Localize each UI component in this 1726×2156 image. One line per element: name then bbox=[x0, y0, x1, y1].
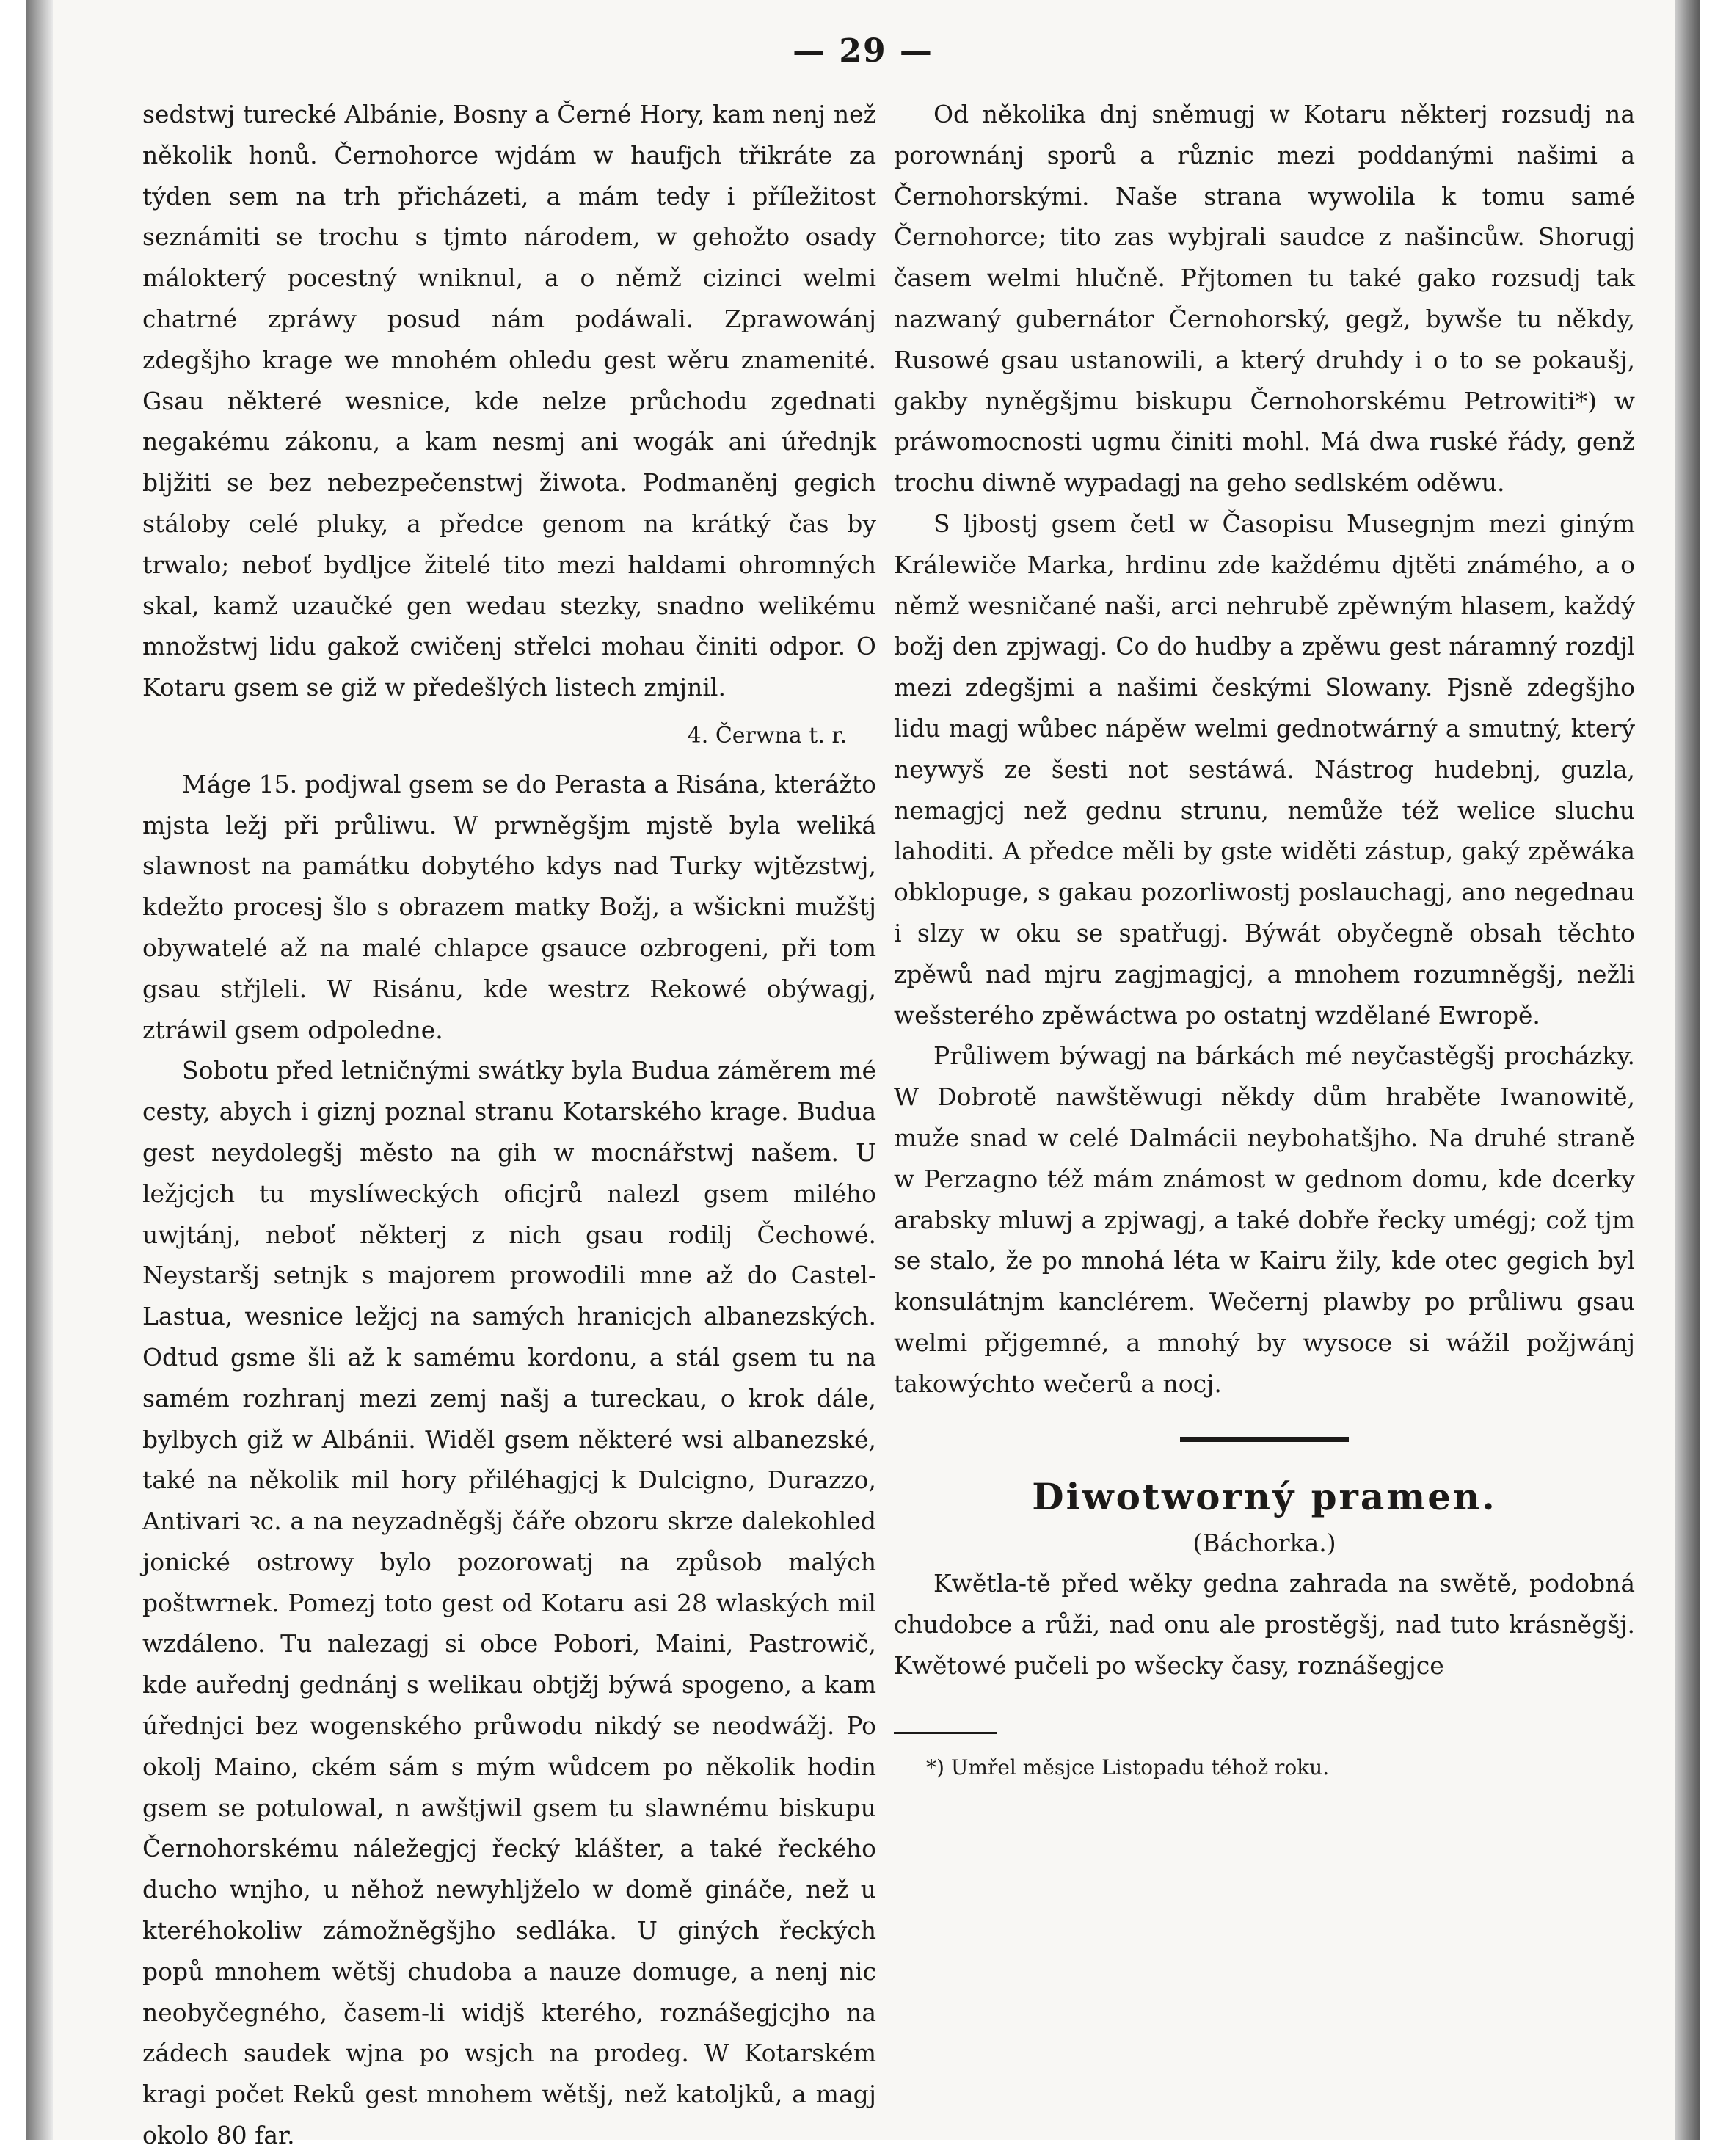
paragraph: Máge 15. podjwal gsem se do Perasta a Risána, kterážto mjsta ležj při průliwu. W prwněgšjm mjstě byla weliká slawnost na památku dobytého kdys nad Turky wjtězstwj, kdežto procesj šlo s obrazem matky Božj, a wšickni mužštj obywatelé až na malé chlapce gsauce ozbrogeni, při tom gsau střjleli. W Risánu, kde westrz Rekowé obýwagj, ztráwil gsem odpoledne. bbox=[142, 769, 876, 1044]
footnote: *) Umřel měsjce Listopadu téhož roku. bbox=[926, 1755, 1330, 1780]
newspaper-page bbox=[26, 0, 1700, 2150]
paragraph: S ljbostj gsem četl w Časopisu Musegnjm mezi giným Králewiče Marka, hrdinu zde každému djtěti známého, a o němž wesničané naši, arci nehrubě zpěwným hlasem, každý božj den zpjwagj. Co do hudby a zpěwu gest náramný rozdjl mezi zdegšjmi a našimi českými Slowany. Pjsně zdegšjho lidu magj wůbec nápěw welmi gednotwárný a smutný, který neywyš ze šesti not sestáwá. Nástrog hudebnj, guzla, nemagjcj než gednu strunu, nemůže též welice sluchu lahoditi. A předce měli by gste widěti zástup, gaký zpěwáka obklopuge, s gakau pozorliwostj poslauchagj, ano negednau i slzy w oku se spatřugj. Býwát obyčegně obsah těchto zpěwů nad mjru zagjmagjcj, a mnohem rozumněgšj, nežli wešsterého zpěwáctwa po ostatnj wzdělané Ewropě. bbox=[894, 509, 1635, 1030]
paragraph: Sobotu před letničnými swátky byla Budua záměrem mé cesty, abych i giznj poznal stranu Kotarského krage. Budua gest neydolegšj město na gih w mocnářstwj našem. U ležjcjch tu myslíweckých oficjrů nalezl gsem milého uwjtánj, neboť některj z nich gsau rodilj Čechowé. Neystaršj setnjk s majorem prowodili mne až do Castel-Lastua, wesnice ležjcj na samých hranicjch albanezských. Odtud gsme šli až k samému kordonu, a stál gsem tu na samém rozhranj mezi zemj našj a tureckau, o krok dále, bylbych giž w Albánii. Widěl gsem některé wsi albanezské, také na několik mil hory přiléhagjcj k Dulcigno, Durazzo, Antivari ꝛc. a na neyzadněgšj čáře obzoru skrze dalekohled jonické ostrowy bylo pozorowatj na způsob malých poštwrnek. Pomezj toto gest od Kotaru asi 28 wlaských mil wzdáleno. Tu nalezagj si obce Pobori, Maini, Pastrowič, kde auřednj gednánj s welikau obtjžj býwá spogeno, a kam úřednjci bez wogenského průwodu nikdý se neodwážj. Po okolj Maino, ckém sám s mým wůdcem po několik hodin gsem se potulowal, n awštjwil gsem tu slawnému biskupu Černohorskému náležegjcj řecký klášter, a také řeckého ducho wnjho, u něhož newyhljželo w domě gináče, než u kteréhokoliw zámožněgšjho sedláka. U giných řeckých popů mnohem wětšj chudoba a nauze domuge, a nenj nic neobyčegného, časem-li widjš kterého, roznášegjcjho na zádech saudek wjna po wsjch na prodeg. W Kotarském kragi počet Reků gest mnohem wětšj, než katoljků, a magj okolo 80 far. bbox=[142, 1056, 876, 2150]
page-edge-left bbox=[26, 0, 53, 2140]
page-number: — 29 — bbox=[793, 32, 933, 70]
right-column bbox=[894, 94, 1635, 1782]
footnote-divider bbox=[894, 1732, 997, 1734]
paragraph: Od několika dnj sněmugj w Kotaru některj rozsudj na porownánj sporů a různic mezi poddanými našimi a Černohorskými. Naše strana wywolila k tomu samé Černohorce; tito zas wybjrali saudce z našincůw. Shorugj časem welmi hlučně. Přjtomen tu také gako rozsudj tak nazwaný gubernátor Černohorský, gegž, bywše tu někdy, Rusowé gsau ustanowili, a který druhdy i o to se pokaušj, gakby nyněgšjmu biskupu Černohorskému Petrowiti*) w práwomocnosti ugmu činiti mohl. Má dwa ruské řády, genž trochu diwně wypadagj na geho sedlském oděwu. bbox=[894, 100, 1635, 498]
dateline: 4. Čerwna t. r. bbox=[687, 722, 847, 749]
page-edge-right bbox=[1675, 0, 1700, 2140]
left-column bbox=[142, 94, 876, 2156]
paragraph: Průliwem býwagj na bárkách mé neyčastěgšj procházky. W Dobrotě nawštěwugi někdy dům hraběte Iwanowitě, muže snad w celé Dalmácii neybohatšjho. Na druhé straně w Perzagno též mám známost w gednom domu, kde dcerky arabsky mluwj a zpjwagj, a také dobře řecky umégj; což tjm se stalo, že po mnohá léta w Kairu žily, kde otec gegich byl konsulátnjm kanclérem. Wečernj plawby po průliwu gsau welmi přjgemné, a mnohý by wysoce si wážil požjwánj takowýchto wečerů a nocj. bbox=[894, 1041, 1635, 1398]
story-heading: Diwotworný pramen. bbox=[1032, 1474, 1497, 1518]
story-paragraph: Kwětla-tě před wěky gedna zahrada na swětě, podobná chudobce a růži, nad onu ale prostěgšj, nad tuto krásněgšj. Kwětowé pučeli po wšecky časy, roznášegjce bbox=[894, 1569, 1635, 1680]
story-subheading: (Báchorka.) bbox=[1192, 1528, 1336, 1557]
paragraph: sedstwj turecké Albánie, Bosny a Černé Hory, kam nenj než několik honů. Černohorce wjdám w haufjch třikráte za týden sem na trh přicházeti, a mám tedy i příležitost seznámiti se trochu s tjmto národem, w gehožto osady málokterý pocestný wniknul, a o němž cizinci welmi chatrné zpráwy posud nám podáwali. Zprawowánj zdegšjho krage we mnohém ohledu gest wěru znamenité. Gsau některé wesnice, kde nelze průchodu zgednati negakému zákonu, a kam nesmj ani wogák ani úřednjk bljžiti se bez nebezpečenstwj žiwota. Podmaněnj gegich stáloby celé pluky, a předce genom na krátký čas by trwalo; neboť bydljce žitelé tito mezi haldami ohromných skal, kamž uzaučké gen wedau stezky, snadno welikému množstwj lidu gakož cwičenj střelci mohau činiti odpor. O Kotaru gsem se giž w předešlých listech zmjnil. bbox=[142, 100, 876, 702]
section-divider bbox=[1180, 1437, 1349, 1442]
